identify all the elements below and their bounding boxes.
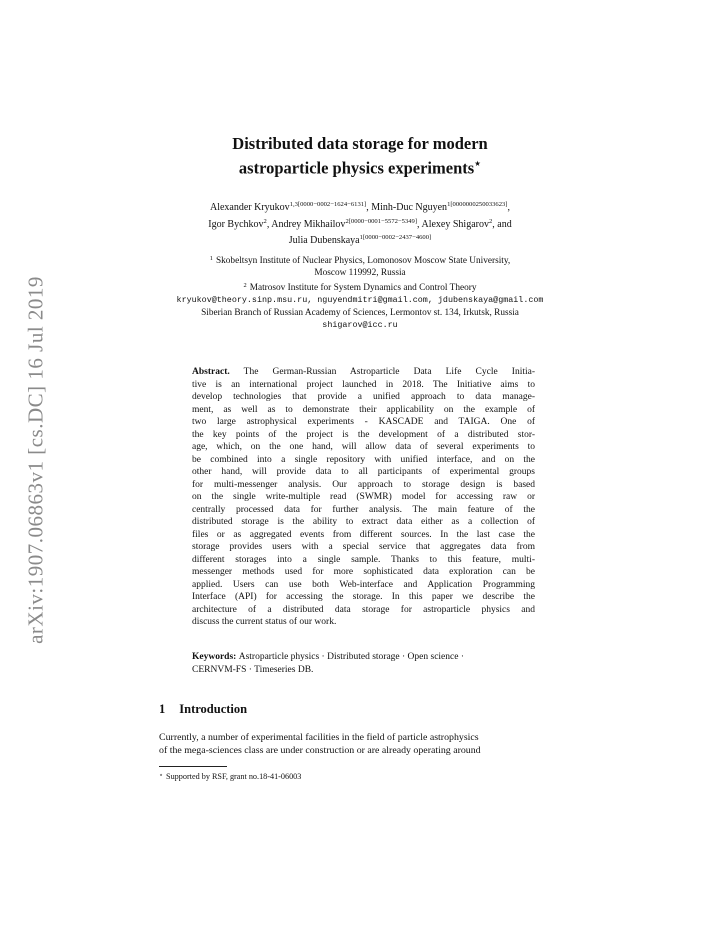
author-nguyen: , Minh-Duc Nguyen [366, 202, 448, 213]
keywords [192, 651, 535, 676]
keywords-line-2: CERNVM-FS · Timeseries DB. [192, 664, 314, 675]
abstract-line: different storages into a single sample. Thanks to this feature, multi- [192, 554, 535, 565]
author-mikhailov: , Andrey Mikhailov [266, 218, 346, 230]
abstract-line: messenger methods used for more sophisticated data exploration can be [192, 567, 535, 577]
author-list [150, 198, 570, 248]
affiliation-2-line-1 [150, 280, 570, 294]
abstract-label: Abstract. [192, 367, 230, 377]
abstract-line: centrally processed data for further analysis. The main feature of the [192, 504, 535, 515]
abstract-line: applied. Users can use both Web-interface and Application Programming [192, 579, 535, 590]
title-line-1: Distributed data storage for modern [232, 134, 488, 153]
abstract-line: for multi-messenger analysis. Our approach to storage design is based [192, 479, 535, 490]
keywords-line-1 [192, 651, 535, 664]
affil-mark-bychkov: 2 [263, 217, 267, 225]
abstract-line: other hand, will provide data to all participants of experimental groups [192, 467, 535, 477]
abstract-line: the key points of the project is the development of a distributed stor- [192, 429, 535, 440]
abstract-line: ment, as well as to demonstrate their applicability on the example of [192, 404, 535, 415]
author-line-2-end: , and [492, 218, 512, 230]
keywords-label: Keywords: [192, 652, 237, 662]
affiliation-1-text: Skobeltsyn Institute of Nuclear Physics, Lomonosov Moscow State University, [215, 256, 511, 266]
keywords-text-1: Astroparticle physics · Distributed storage · Open science · [238, 652, 464, 662]
abstract-line: two large astrophysical experiments - KASCADE and TAIGA. One of [192, 417, 535, 427]
orcid-nguyen[interactable]: 1[0000000250033623] [447, 201, 508, 208]
title-footnote-mark: ⋆ [474, 158, 482, 170]
affiliation-2-line-2: Siberian Branch of Russian Academy of Sciences, Lermontov st. 134, Irkutsk, Russia [201, 307, 519, 318]
affiliations [150, 253, 570, 331]
affiliation-2-text: Matrosov Institute for System Dynamics and Control Theory [249, 282, 477, 293]
affiliation-1-number: 1 [209, 255, 213, 262]
author-line-1 [150, 198, 570, 215]
author-shigarov: , Alexey Shigarov [417, 218, 489, 230]
paper-title [0, 133, 720, 179]
title-line-2-text: astroparticle physics experiments [238, 158, 475, 178]
section-heading [159, 702, 247, 717]
affil-mark-shigarov: 2 [488, 217, 493, 225]
author-line-2 [150, 215, 570, 232]
abstract-line: age, which, on the one hand, will allow data of several experiments to [192, 442, 535, 452]
author-email-shigarov[interactable]: shigarov@icc.ru [322, 320, 398, 331]
abstract-line: develop technologies that provide a unified approach to data manage- [192, 392, 535, 402]
section-number: 1 [159, 702, 166, 716]
abstract-line: be combined into a single repository with unified interface, and on the [192, 454, 535, 465]
orcid-dubenskaya[interactable]: 1[0000−0002−2437−4600] [359, 234, 432, 241]
abstract-line: Interface (API) for accessing the storage. In this paper we describe the [192, 592, 535, 602]
author-dubenskaya: Julia Dubenskaya [288, 235, 360, 246]
abstract [192, 366, 535, 629]
abstract-line: storage provides users with a special service that aggregates data from [192, 542, 535, 552]
affiliation-1-line-2: Moscow 119992, Russia [314, 268, 406, 279]
abstract-line: on the single write-multiple read (SWMR) model for accessing raw or [192, 492, 535, 502]
orcid-mikhailov[interactable]: 2[0000−0001−5572−5349] [345, 217, 418, 225]
footnote [159, 770, 301, 782]
footnote-rule [159, 766, 227, 767]
affiliation-2-number: 2 [243, 281, 247, 289]
section-title: Introduction [179, 702, 248, 716]
intro-line-1: Currently, a number of experimental facilities in the field of particle astrophysics [159, 732, 479, 743]
footnote-mark: ⋆ [159, 772, 164, 779]
author-line-1-end: , [507, 202, 511, 213]
footnote-text: Supported by RSF, grant no.18-41-06003 [166, 772, 302, 781]
abstract-line: distributed storage is the ability to extract data either as a collection of [192, 517, 535, 527]
arxiv-identifier-stamp[interactable]: arXiv:1907.06863v1 [cs.DC] 16 Jul 2019 [23, 276, 48, 644]
author-emails[interactable]: kryukov@theory.sinp.msu.ru, nguyendmitri@gmail.com, jdubenskaya@gmail.com [176, 295, 544, 306]
abstract-line: tive is an international project launched in 2018. The Initiative aims to [192, 379, 535, 390]
abstract-line [192, 366, 535, 379]
affiliation-1-line-1 [150, 253, 570, 267]
author-kryukov: Alexander Kryukov [209, 202, 290, 213]
author-bychkov: Igor Bychkov [208, 218, 264, 230]
abstract-line-text: The German-Russian Astroparticle Data Life Cycle Initia- [243, 367, 535, 377]
author-line-3 [150, 231, 570, 248]
abstract-line: files or as aggregated events from different sources. In the last case the [192, 529, 535, 540]
title-line-2 [0, 154, 720, 179]
intro-line-2: of the mega-sciences class are under construction or are already operating around [159, 745, 481, 757]
introduction-paragraph [159, 731, 569, 757]
abstract-line: architecture of a distributed data storage for astroparticle physics and [192, 604, 535, 615]
orcid-kryukov[interactable]: 1,3[0000−0002−1624−6131] [289, 201, 367, 208]
abstract-line: discuss the current status of our work. [192, 617, 337, 627]
